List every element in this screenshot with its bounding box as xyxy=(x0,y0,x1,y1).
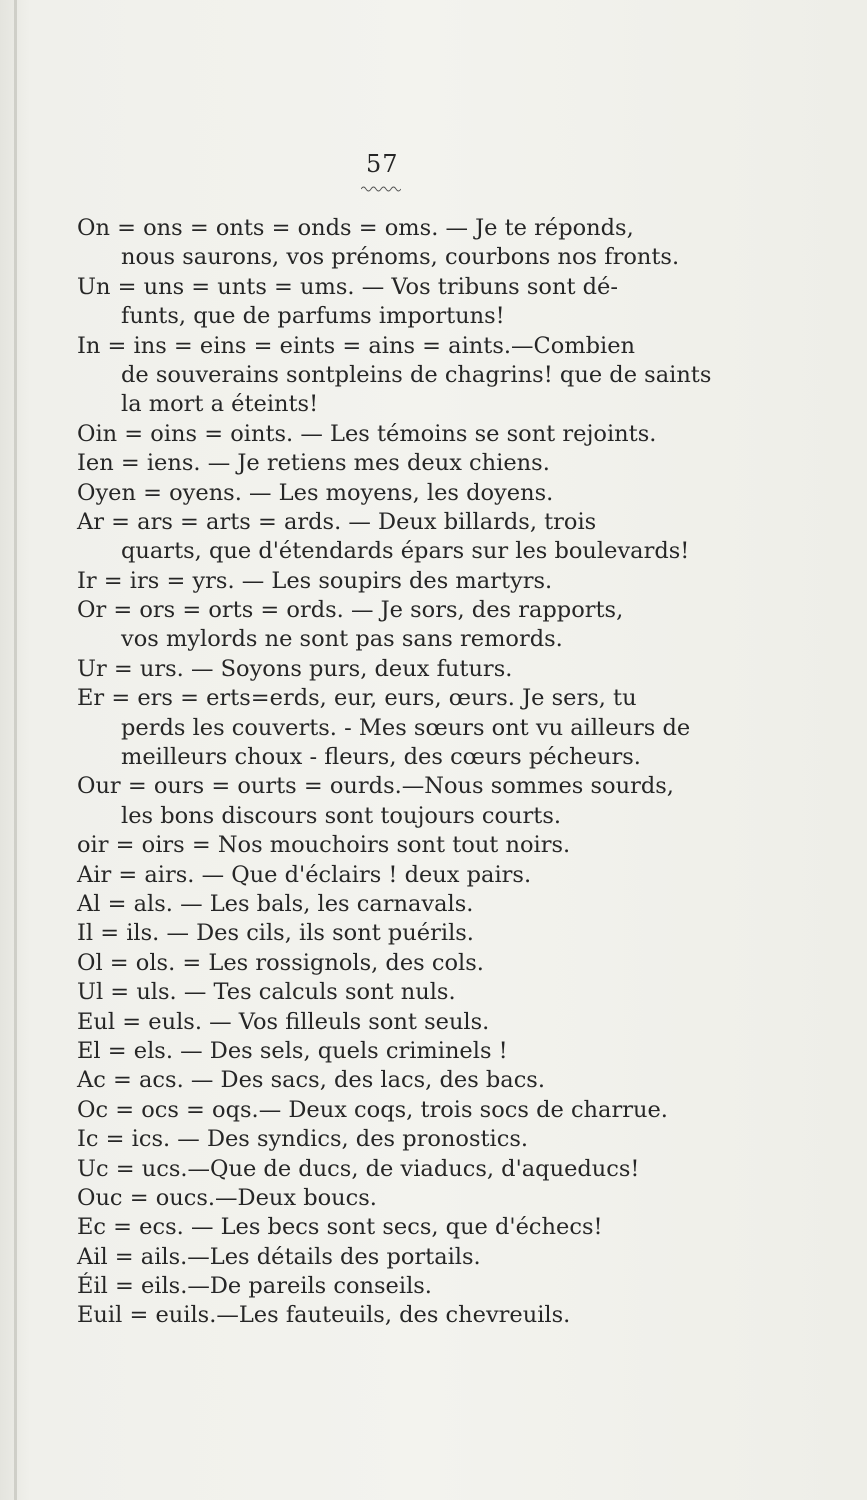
entry-line: Ien = iens. — Je retiens mes deux chiens. xyxy=(77,450,550,477)
entry-line: Ouc = oucs.—Deux boucs. xyxy=(77,1184,377,1211)
entry-line: Ec = ecs. — Les becs sont secs, que d'échecs! xyxy=(77,1214,603,1241)
entry-line: oir = oirs = Nos mouchoirs sont tout noirs. xyxy=(77,832,571,859)
entry-line: Uc = ucs.—Que de ducs, de viaducs, d'aqueducs! xyxy=(77,1155,640,1182)
entry-line: On = ons = onts = onds = oms. — Je te réponds, xyxy=(77,215,634,241)
rhyme-entry xyxy=(77,1096,727,1125)
rhyme-entry xyxy=(77,684,727,772)
entry-line: Er = ers = erts=erds, eur, eurs, œurs. Je sers, tu xyxy=(77,685,637,712)
entry-line: Un = uns = unts = ums. — Vos tribuns sont dé- xyxy=(77,273,618,300)
rhyme-entry xyxy=(77,1301,727,1330)
rhyme-entry xyxy=(77,890,727,919)
rhyme-entry xyxy=(77,1272,727,1301)
entry-line: Ir = irs = yrs. — Les soupirs des martyrs. xyxy=(77,567,553,594)
rhyme-entry xyxy=(77,214,727,273)
entry-continuation-line: les bons discours sont toujours courts. xyxy=(121,802,562,829)
rhyme-entry xyxy=(77,1008,727,1037)
entry-line: Al = als. — Les bals, les carnavals. xyxy=(77,890,474,917)
entry-line: Air = airs. — Que d'éclairs ! deux pairs. xyxy=(77,861,532,888)
rhyme-entry xyxy=(77,772,727,831)
entry-line: Ol = ols. = Les rossignols, des cols. xyxy=(77,949,484,976)
entry-line: In = ins = eins = eints = ains = aints.—Combien xyxy=(77,332,636,359)
rhyme-entry xyxy=(77,508,727,567)
entry-continuation-line: nous saurons, vos prénoms, courbons nos fronts. xyxy=(121,244,680,271)
entry-line: El = els. — Des sels, quels criminels ! xyxy=(77,1037,508,1064)
rhyme-entry xyxy=(77,655,727,684)
entry-line: Il = ils. — Des cils, ils sont puérils. xyxy=(77,920,474,947)
entry-line: Eul = euls. — Vos filleuls sont seuls. xyxy=(77,1008,490,1035)
rhyme-entry xyxy=(77,861,727,890)
rhyme-entry xyxy=(77,596,727,655)
rhyme-entry xyxy=(77,831,727,860)
rhyme-list xyxy=(77,214,727,1331)
entry-continuation-line: meilleurs choux - fleurs, des cœurs pécheurs. xyxy=(121,744,641,771)
rhyme-entry xyxy=(77,567,727,596)
entry-line: Ic = ics. — Des syndics, des pronostics. xyxy=(77,1126,529,1153)
page-gutter xyxy=(14,0,17,1500)
rhyme-entry xyxy=(77,919,727,948)
rhyme-entry xyxy=(77,273,727,332)
entry-line: Ar = ars = arts = ards. — Deux billards, trois xyxy=(77,508,597,535)
rhyme-entry xyxy=(77,1184,727,1213)
entry-line: Ul = uls. — Tes calculs sont nuls. xyxy=(77,979,456,1006)
rhyme-entry xyxy=(77,479,727,508)
rhyme-entry xyxy=(77,1213,727,1242)
entry-continuation-line: quarts, que d'étendards épars sur les boulevards! xyxy=(121,538,690,565)
entry-continuation-line: perds les couverts. - Mes sœurs ont vu ailleurs de xyxy=(121,714,691,741)
entry-line: Our = ours = ourts = ourds.—Nous sommes sourds, xyxy=(77,773,674,800)
rhyme-entry xyxy=(77,420,727,449)
rhyme-entry xyxy=(77,1125,727,1154)
entry-line: Ur = urs. — Soyons purs, deux futurs. xyxy=(77,655,513,682)
entry-line: Oin = oins = oints. — Les témoins se sont rejoints. xyxy=(77,420,657,447)
entry-line: Or = ors = orts = ords. — Je sors, des rapports, xyxy=(77,597,624,624)
entry-line: Oc = ocs = oqs.— Deux coqs, trois socs de charrue. xyxy=(77,1096,668,1123)
entry-continuation-line: de souverains sontpleins de chagrins! que de saints xyxy=(121,361,712,388)
rhyme-entry xyxy=(77,449,727,478)
rhyme-entry xyxy=(77,1243,727,1272)
wavy-ornament xyxy=(361,185,401,193)
entry-line: Ail = ails.—Les détails des portails. xyxy=(77,1243,481,1270)
entry-line: Oyen = oyens. — Les moyens, les doyens. xyxy=(77,479,554,506)
rhyme-entry xyxy=(77,1155,727,1184)
entry-continuation-line: la mort a éteints! xyxy=(121,391,319,418)
entry-line: Euil = euils.—Les fauteuils, des chevreuils. xyxy=(77,1302,571,1329)
entry-line: Ac = acs. — Des sacs, des lacs, des bacs. xyxy=(77,1067,546,1094)
rhyme-entry xyxy=(77,1066,727,1095)
page-number: 57 xyxy=(366,150,399,178)
rhyme-entry xyxy=(77,949,727,978)
entry-continuation-line: vos mylords ne sont pas sans remords. xyxy=(121,626,563,653)
entry-line: Éil = eils.—De pareils conseils. xyxy=(77,1273,432,1300)
rhyme-entry xyxy=(77,978,727,1007)
rhyme-entry xyxy=(77,332,727,420)
rhyme-entry xyxy=(77,1037,727,1066)
entry-continuation-line: funts, que de parfums importuns! xyxy=(121,303,505,330)
